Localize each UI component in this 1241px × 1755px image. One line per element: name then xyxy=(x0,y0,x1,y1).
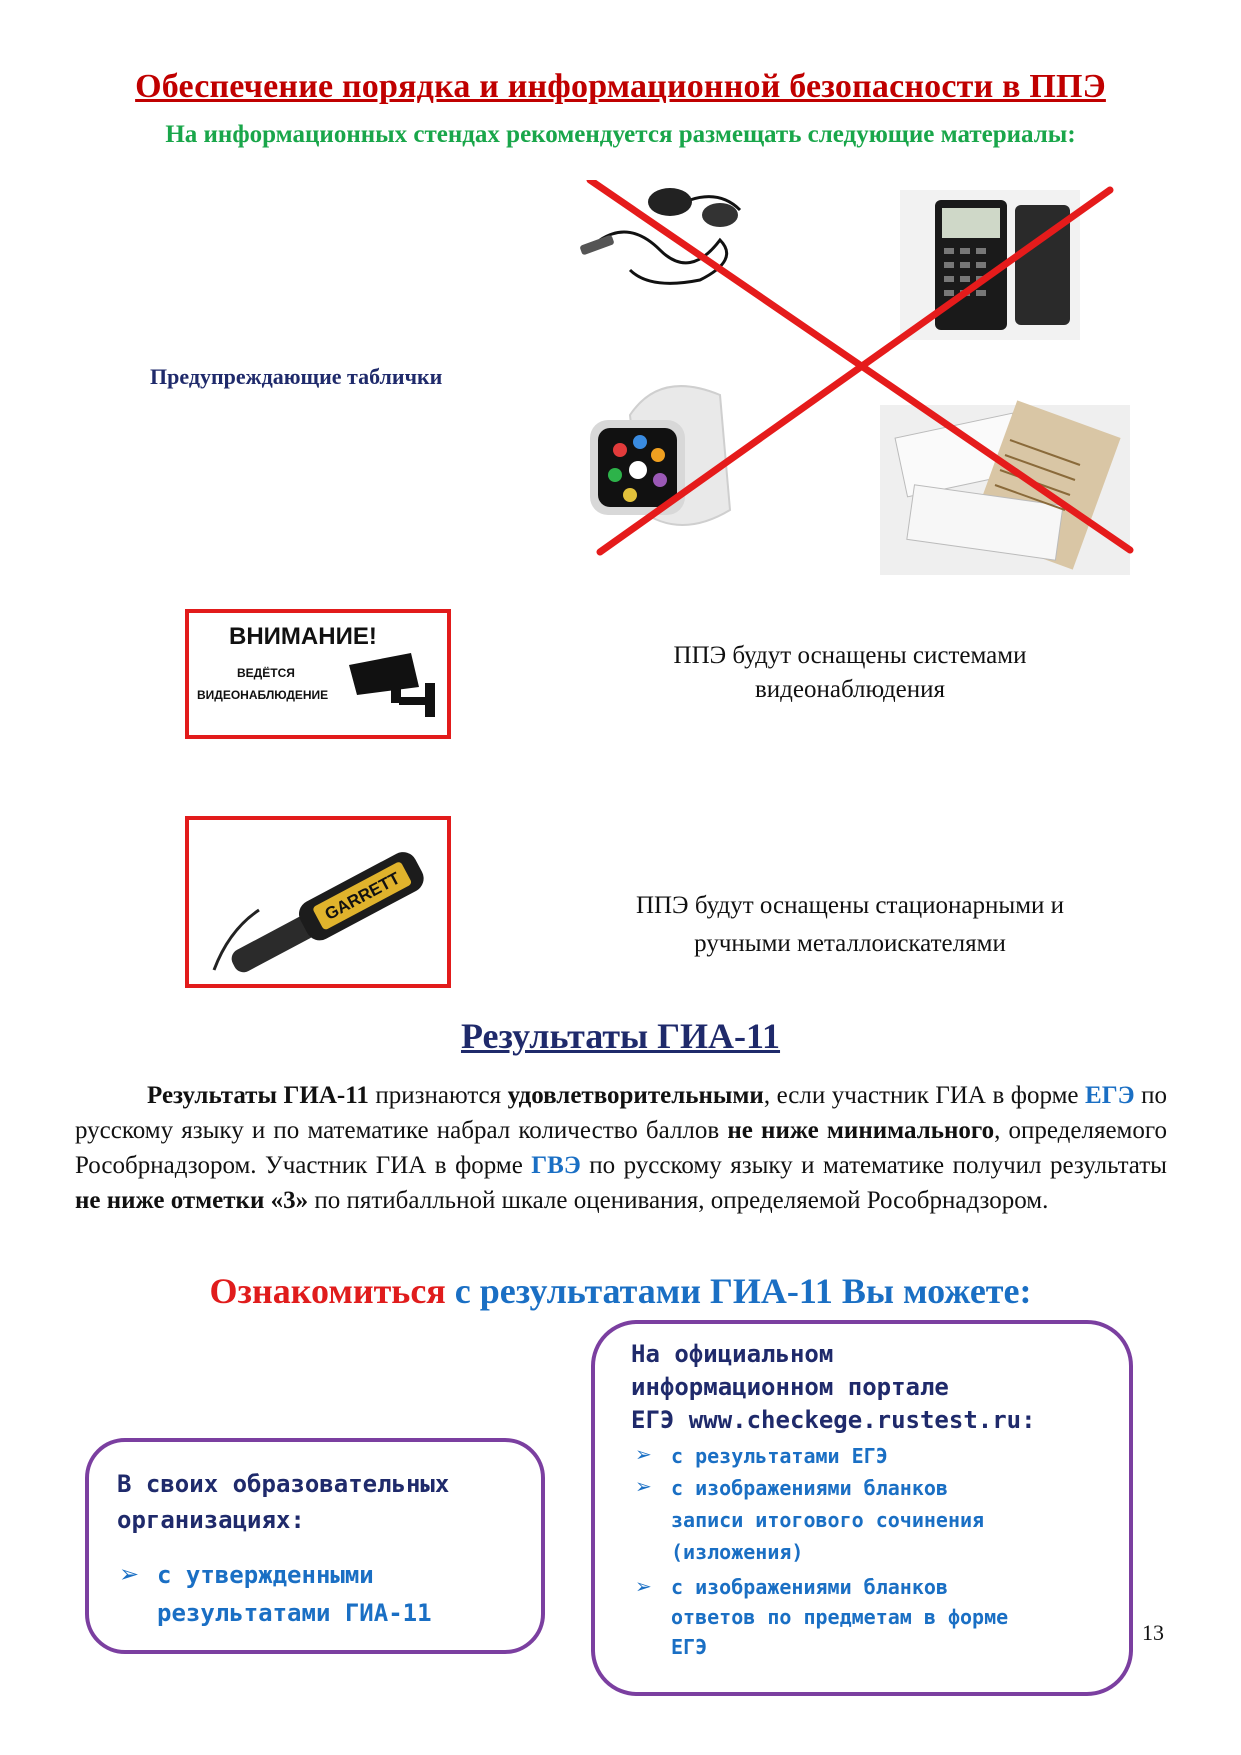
familiarize-blue: с результатами ГИА-11 Вы можете: xyxy=(445,1271,1032,1311)
arrow-bullet-icon: ➢ xyxy=(635,1574,652,1598)
detector-caption xyxy=(560,889,1140,961)
text-span: по русскому языку и по математике набрал количество баллов xyxy=(75,1082,1167,1144)
left-box-head-line2: организациях: xyxy=(117,1506,305,1534)
results-term: Результаты ГИА-11 xyxy=(147,1082,369,1109)
text-span: по пятибалльной шкале оценивания, определяемой Рособрнадзором. xyxy=(308,1187,1049,1214)
page-title: Обеспечение порядка и информационной безопасности в ППЭ xyxy=(135,68,1106,105)
cctv-warning-sign xyxy=(185,609,451,739)
left-box-head-line1: В своих образовательных xyxy=(117,1470,450,1498)
right-box-item2-line2: записи итогового сочинения xyxy=(671,1508,985,1532)
results-heading: Результаты ГИА-11 xyxy=(460,1016,781,1056)
text-span: признаются xyxy=(368,1082,508,1109)
ege-term: ЕГЭ xyxy=(1085,1082,1135,1109)
minimum-term: не ниже минимального xyxy=(727,1117,995,1144)
satisfactory-term: удовлетворительными xyxy=(507,1082,764,1109)
right-box-item3-line3: ЕГЭ xyxy=(671,1635,708,1659)
cctv-caption xyxy=(560,639,1140,707)
school-results-box xyxy=(85,1438,545,1654)
smartwatch-icon xyxy=(590,386,730,525)
metal-detector-icon xyxy=(189,820,447,984)
page-number: 13 xyxy=(1142,1620,1164,1645)
camera-icon xyxy=(349,653,441,719)
right-box-item2-line3: (изложения) xyxy=(671,1540,804,1564)
page-subtitle: На информационных стендах рекомендуется размещать следующие материалы: xyxy=(165,121,1076,148)
left-box-item-line1: с утвержденными xyxy=(157,1561,374,1589)
right-box-head-line2: информационном портале xyxy=(631,1373,949,1401)
arrow-bullet-icon: ➢ xyxy=(635,1442,652,1466)
cctv-sign-title: ВНИМАНИЕ! xyxy=(229,623,377,650)
detector-caption-line2: ручными металлоискателями xyxy=(694,930,1006,957)
left-box-item-line2: результатами ГИА-11 xyxy=(157,1599,432,1627)
familiarize-red: Ознакомиться xyxy=(209,1271,446,1311)
forbidden-items-illustration xyxy=(570,180,1140,590)
cctv-sign-line2: ВИДЕОНАБЛЮДЕНИЕ xyxy=(197,688,329,702)
results-paragraph xyxy=(75,1078,1167,1218)
text-span: по русскому языку и математике получил результаты xyxy=(580,1152,1167,1179)
cctv-sign-line1: ВЕДЁТСЯ xyxy=(237,666,295,680)
cctv-caption-line1: ППЭ будут оснащены системами xyxy=(673,642,1027,669)
detector-caption-line1: ППЭ будут оснащены стационарными и xyxy=(635,892,1065,919)
warning-signs-label: Предупреждающие таблички xyxy=(150,364,443,389)
arrow-bullet-icon: ➢ xyxy=(635,1474,652,1498)
cheat-sheets-icon xyxy=(880,400,1130,575)
right-box-item3-line1: с изображениями бланков xyxy=(671,1575,948,1599)
gve-term: ГВЭ xyxy=(531,1152,581,1179)
detector-brand-label: GARRETT xyxy=(321,868,404,924)
metal-detector-sign xyxy=(185,816,451,988)
right-box-head-line3: ЕГЭ www.checkege.rustest.ru: xyxy=(631,1406,1036,1434)
grade-term: не ниже отметки «3» xyxy=(75,1187,309,1214)
right-box-item1: с результатами ЕГЭ xyxy=(671,1444,888,1468)
familiarize-heading xyxy=(0,1270,1241,1312)
right-box-item3-line2: ответов по предметам в форме xyxy=(671,1605,1009,1629)
cctv-caption-line2: видеонаблюдения xyxy=(754,676,946,703)
arrow-bullet-icon: ➢ xyxy=(119,1560,140,1588)
text-span: , определяемого Рособрнадзором. Участник ГИА в форме xyxy=(75,1117,1168,1179)
right-box-head-line1: На официальном xyxy=(631,1340,834,1368)
text-span: , если участник ГИА в форме xyxy=(763,1082,1086,1109)
right-box-item2-line1: с изображениями бланков xyxy=(671,1476,948,1500)
portal-results-box xyxy=(591,1320,1133,1696)
